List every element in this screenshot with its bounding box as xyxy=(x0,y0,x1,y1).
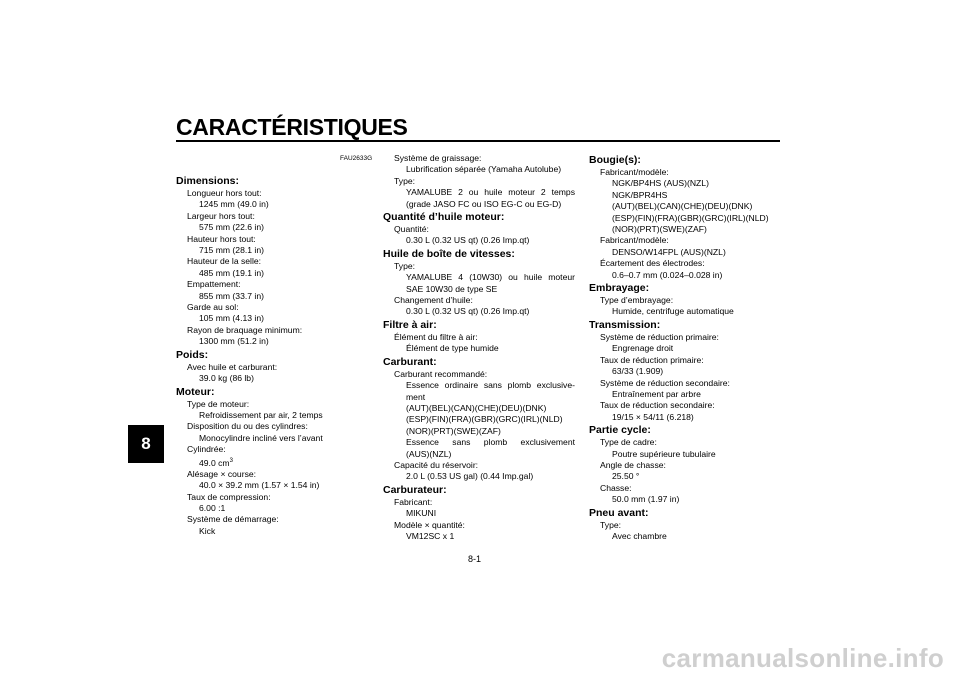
spec-value: 485 mm (19.1 in) xyxy=(199,267,264,278)
spec-label: Type: xyxy=(600,519,622,530)
spec-column-1 xyxy=(176,174,366,537)
spec-value: (ESP)(FIN)(FRA)(GBR)(GRC)(IRL)(NLD) xyxy=(612,212,769,223)
section-heading: Carburateur: xyxy=(383,483,447,496)
spec-value: VM12SC x 1 xyxy=(406,530,455,541)
spec-column-2 xyxy=(383,153,575,542)
spec-value: 19/15 × 54/11 (6.218) xyxy=(612,411,694,422)
title-rule xyxy=(176,140,780,142)
spec-value: Élément de type humide xyxy=(406,343,499,354)
spec-value: (AUT)(BEL)(CAN)(CHE)(DEU)(DNK) xyxy=(406,402,547,413)
spec-value: (AUS)(NZL) xyxy=(406,448,452,459)
section-heading: Poids: xyxy=(176,348,209,361)
spec-label: Alésage × course: xyxy=(187,468,257,479)
spec-value: ment xyxy=(406,391,426,402)
cylindree-value: 49.0 cm xyxy=(199,457,230,468)
spec-value: 2.0 L (0.53 US gal) (0.44 Imp.gal) xyxy=(406,471,534,482)
section-heading: Dimensions: xyxy=(176,175,240,187)
section-heading: Huile de boîte de vitesses: xyxy=(383,247,515,260)
spec-value: Essence sans plomb exclusivement xyxy=(406,437,575,448)
spec-value: Kick xyxy=(199,525,216,536)
spec-label: Chasse: xyxy=(600,482,632,493)
spec-value: Essence ordinaire sans plomb exclusive- xyxy=(406,380,575,391)
spec-value: 105 mm (4.13 in) xyxy=(199,313,264,324)
section-heading: Partie cycle: xyxy=(589,424,651,437)
spec-value: 40.0 × 39.2 mm (1.57 × 1.54 in) xyxy=(199,480,320,491)
spec-value: (ESP)(FIN)(FRA)(GBR)(GRC)(IRL)(NLD) xyxy=(406,414,563,425)
spec-label: Type: xyxy=(394,175,416,186)
spec-label: Type: xyxy=(394,260,416,271)
spec-label: Taux de réduction secondaire: xyxy=(600,400,715,411)
spec-value: 575 mm (22.6 in) xyxy=(199,222,264,233)
spec-label: Fabricant/modèle: xyxy=(600,167,669,177)
spec-value: 6.00 :1 xyxy=(199,503,226,514)
spec-value: (AUT)(BEL)(CAN)(CHE)(DEU)(DNK) xyxy=(612,201,753,212)
section-heading: Embrayage: xyxy=(589,282,650,295)
section-heading: Quantité d’huile moteur: xyxy=(383,211,505,224)
spec-value xyxy=(176,456,366,469)
spec-label: Largeur hors tout: xyxy=(187,210,255,221)
spec-label: Système de graissage: xyxy=(394,153,482,163)
spec-label: Capacité du réservoir: xyxy=(394,459,479,470)
spec-value: 1300 mm (51.2 in) xyxy=(199,336,269,347)
page-number: 8-1 xyxy=(468,554,482,564)
spec-label: Disposition du ou des cylindres: xyxy=(187,421,308,432)
spec-label: Taux de compression: xyxy=(187,491,271,502)
spec-value: DENSO/W14FPL (AUS)(NZL) xyxy=(612,246,726,257)
spec-label: Garde au sol: xyxy=(187,302,239,313)
spec-value: 715 mm (28.1 in) xyxy=(199,245,264,256)
spec-value: 63/33 (1.909) xyxy=(612,366,664,377)
spec-value: YAMALUBE 2 ou huile moteur 2 temps xyxy=(406,187,575,198)
spec-value: MIKUNI xyxy=(406,508,437,519)
spec-label: Type de moteur: xyxy=(187,398,250,409)
spec-value: SAE 10W30 de type SE xyxy=(406,283,498,294)
spec-value: NGK/BP4HS (AUS)(NZL) xyxy=(612,178,709,189)
spec-label: Système de démarrage: xyxy=(187,514,279,525)
spec-label: Changement d’huile: xyxy=(394,295,473,306)
spec-value: Monocylindre incliné vers l’avant xyxy=(199,432,323,443)
spec-value: NGK/BPR4HS xyxy=(612,189,668,200)
spec-label: Modèle × quantité: xyxy=(394,519,465,530)
spec-value: 855 mm (33.7 in) xyxy=(199,290,264,301)
spec-label: Hauteur hors tout: xyxy=(187,233,256,244)
spec-value: (grade JASO FC ou ISO EG-C ou EG-D) xyxy=(406,198,562,209)
spec-label: Élément du filtre à air: xyxy=(394,331,478,342)
spec-value: YAMALUBE 4 (10W30) ou huile moteur xyxy=(406,272,575,283)
spec-value: 0.6–0.7 mm (0.024–0.028 in) xyxy=(612,269,723,280)
spec-label: Taux de réduction primaire: xyxy=(600,354,704,365)
spec-label: Type de cadre: xyxy=(600,437,657,448)
spec-value: 50.0 mm (1.97 in) xyxy=(612,494,680,505)
section-heading: Moteur: xyxy=(176,385,215,398)
spec-value: 0.30 L (0.32 US qt) (0.26 Imp.qt) xyxy=(406,235,530,246)
chapter-tab: 8 xyxy=(128,425,164,463)
spec-value: Refroidissement par air, 2 temps xyxy=(199,409,323,420)
section-heading: Bougie(s): xyxy=(589,154,641,166)
watermark: carmanualsonline.info xyxy=(661,643,944,673)
cylindree-exponent: 3 xyxy=(229,457,233,464)
spec-label: Système de réduction secondaire: xyxy=(600,377,730,388)
spec-value: (NOR)(PRT)(SWE)(ZAF) xyxy=(406,425,501,436)
spec-value: 39.0 kg (86 lb) xyxy=(199,373,254,384)
spec-value: 0.30 L (0.32 US qt) (0.26 Imp.qt) xyxy=(406,306,530,317)
spec-label: Longueur hors tout: xyxy=(187,188,262,198)
reference-code: FAU2633G xyxy=(340,155,373,162)
section-heading: Pneu avant: xyxy=(589,506,649,519)
spec-label: Angle de chasse: xyxy=(600,459,666,470)
spec-value: Humide, centrifuge automatique xyxy=(612,306,734,317)
spec-label: Quantité: xyxy=(394,224,429,235)
spec-label: Écartement des électrodes: xyxy=(600,258,705,269)
spec-value: Avec chambre xyxy=(612,530,667,541)
section-heading: Filtre à air: xyxy=(383,318,437,331)
spec-label: Type d’embrayage: xyxy=(600,295,674,306)
spec-column-3 xyxy=(589,153,785,542)
section-heading: Carburant: xyxy=(383,355,437,368)
page-title: CARACTÉRISTIQUES xyxy=(176,114,408,140)
spec-value: (NOR)(PRT)(SWE)(ZAF) xyxy=(612,224,707,235)
spec-value: Poutre supérieure tubulaire xyxy=(612,448,716,459)
spec-label: Avec huile et carburant: xyxy=(187,361,278,372)
spec-label: Hauteur de la selle: xyxy=(187,256,262,267)
spec-value: Entraînement par arbre xyxy=(612,388,701,399)
spec-label: Cylindrée: xyxy=(187,444,226,455)
spec-value: Engrenage droit xyxy=(612,343,674,354)
spec-label: Fabricant/modèle: xyxy=(600,235,669,246)
spec-label: Fabricant: xyxy=(394,496,433,507)
spec-label: Empattement: xyxy=(187,279,241,290)
spec-value: Lubrification séparée (Yamaha Autolube) xyxy=(406,164,562,175)
spec-label: Système de réduction primaire: xyxy=(600,331,719,342)
spec-label: Carburant recommandé: xyxy=(394,368,488,379)
section-heading: Transmission: xyxy=(589,318,661,331)
spec-value: 1245 mm (49.0 in) xyxy=(199,199,269,210)
spec-label: Rayon de braquage minimum: xyxy=(187,324,303,335)
spec-value: 25.50 ° xyxy=(612,471,640,482)
